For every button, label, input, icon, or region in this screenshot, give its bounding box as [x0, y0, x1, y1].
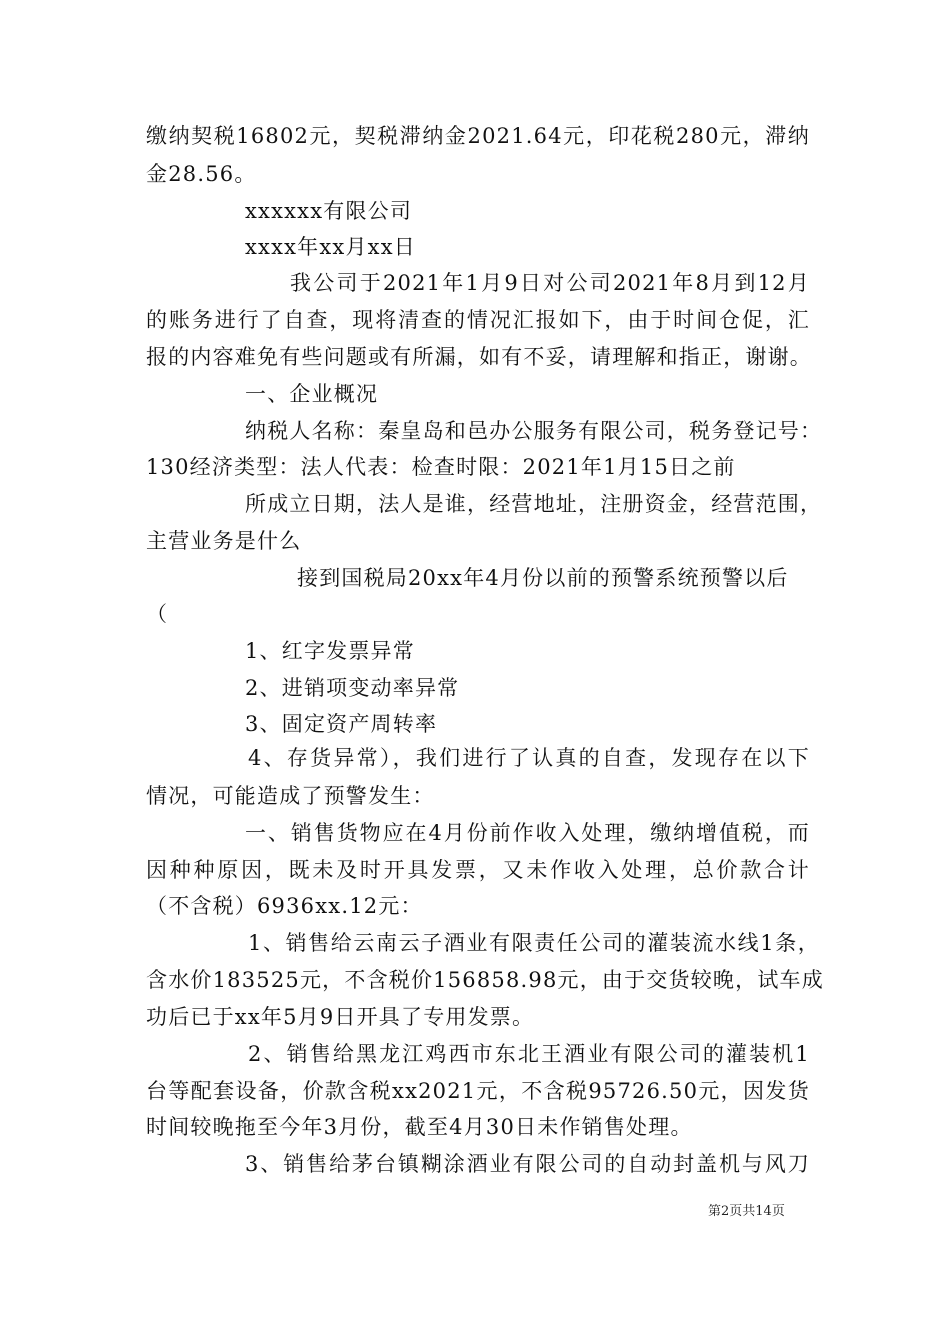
- body-line: 台等配套设备，价款含税xx2021元，不含税95726.50元，因发货: [146, 1079, 810, 1103]
- body-line: 接到国税局20xx年4月份以前的预警系统预警以后: [297, 566, 789, 590]
- body-line: 情况，可能造成了预警发生：: [146, 784, 435, 808]
- body-line: 纳税人名称：秦皇岛和邑办公服务有限公司，税务登记号：: [245, 419, 823, 443]
- body-line: 130经济类型：法人代表：检查时限：2021年1月15日之前: [146, 455, 736, 479]
- list-item: 2、销售给黑龙江鸡西市东北王酒业有限公司的灌装机1: [248, 1042, 810, 1066]
- list-item: 1、红字发票异常: [245, 639, 415, 663]
- body-line: 报的内容难免有些问题或有所漏，如有不妥，请理解和指正，谢谢。: [146, 345, 812, 369]
- body-line: 功后已于xx年5月9日开具了专用发票。: [146, 1005, 535, 1029]
- body-line: 缴纳契税16802元，契税滞纳金2021.64元，印花税280元，滞纳: [146, 124, 810, 148]
- body-line: 的账务进行了自查，现将清查的情况汇报如下，由于时间仓促，汇: [146, 308, 810, 332]
- date-line: xxxx年xx月xx日: [245, 235, 416, 259]
- body-line: 时间较晚拖至今年3月份，截至4月30日未作销售处理。: [146, 1115, 693, 1139]
- body-line: 所成立日期，法人是谁，经营地址，注册资金，经营范围，: [245, 492, 823, 516]
- body-line: 金28.56。: [146, 162, 257, 186]
- section-heading: 一、企业概况: [245, 382, 379, 406]
- body-line: （不含税）6936xx.12元：: [146, 894, 423, 918]
- section-heading: 一、销售货物应在4月份前作收入处理，缴纳增值税，而: [245, 821, 810, 845]
- body-line: （: [146, 602, 169, 626]
- page-number: 第2页共14页: [708, 1204, 785, 1219]
- list-item: 1、销售给云南云子酒业有限责任公司的灌装流水线1条，: [248, 931, 820, 955]
- list-item: 2、进销项变动率异常: [245, 676, 460, 700]
- list-item: 3、销售给茅台镇糊涂酒业有限公司的自动封盖机与风刀: [245, 1152, 810, 1176]
- body-line: 含水价183525元，不含税价156858.98元，由于交货较晚，试车成: [146, 968, 824, 992]
- body-line: 主营业务是什么: [146, 529, 302, 553]
- list-item: 4、存货异常），我们进行了认真的自查，发现存在以下: [248, 746, 810, 770]
- list-item: 3、固定资产周转率: [245, 712, 438, 736]
- company-name: xxxxxx有限公司: [245, 199, 413, 223]
- body-line: 我公司于2021年1月9日对公司2021年8月到12月: [290, 271, 810, 295]
- body-line: 因种种原因，既未及时开具发票，又未作收入处理，总价款合计: [146, 858, 810, 882]
